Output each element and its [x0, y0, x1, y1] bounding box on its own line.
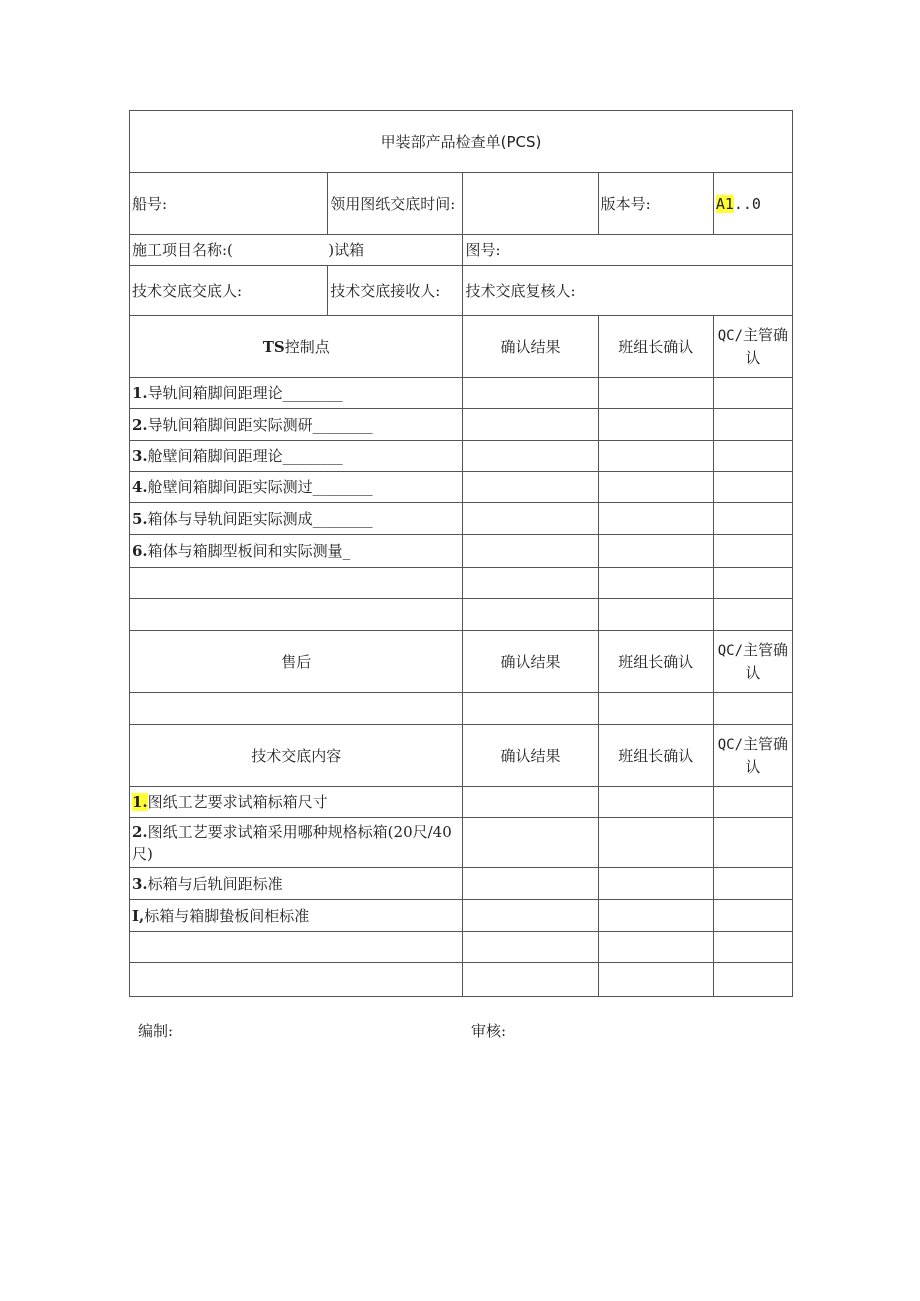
tech-empty-row-1 — [130, 932, 793, 963]
ts-section-title — [130, 316, 463, 378]
ship-no-label: 船号: — [130, 173, 328, 235]
tech-item-4-result[interactable] — [463, 900, 598, 932]
tech-item-row-4 — [130, 900, 793, 932]
tech-item-3 — [130, 868, 463, 900]
ts-item-1-qc[interactable] — [713, 378, 792, 409]
ts-item-1-leader[interactable] — [598, 378, 713, 409]
tech-item-row-1 — [130, 787, 793, 818]
tech-qc-suffix: 主管确认 — [743, 735, 789, 776]
tech-giver-label: 技术交底交底人: — [130, 266, 328, 316]
ts-qc-prefix: QC/ — [717, 328, 744, 344]
after-sales-qc-prefix: QC/ — [717, 643, 744, 659]
ts-item-6 — [130, 535, 463, 568]
ts-item-3-text: 舱壁间箱脚间距理论________ — [147, 447, 343, 465]
ts-empty-row-1 — [130, 568, 793, 599]
ts-title-bold: TS — [262, 337, 285, 356]
tech-header-row — [130, 725, 793, 787]
form-title: 甲装部产品检查单(PCS) — [130, 111, 793, 173]
tech-empty-1-qc[interactable] — [713, 932, 792, 963]
tech-item-4-text: 标箱与箱脚蛰板间柜标准 — [144, 906, 310, 925]
tech-item-4-num: I, — [132, 906, 145, 925]
ts-item-6-result[interactable] — [463, 535, 598, 568]
tech-section-title: 技术交底内容 — [130, 725, 463, 787]
version-value-highlight: A1 — [715, 194, 734, 213]
ts-item-1 — [130, 378, 463, 409]
after-sales-empty-result[interactable] — [463, 693, 598, 725]
tech-item-1-text: 图纸工艺要求试箱标箱尺寸 — [147, 793, 328, 811]
ts-item-3-num: 3. — [132, 447, 148, 465]
ts-item-5 — [130, 503, 463, 535]
project-name-label: 施工项目名称:( )试箱 — [130, 235, 463, 266]
ts-item-2-result[interactable] — [463, 409, 598, 441]
ts-item-row-1 — [130, 378, 793, 409]
after-sales-empty-item[interactable] — [130, 693, 463, 725]
tech-item-3-text: 标箱与后轨间距标准 — [147, 874, 283, 893]
ts-empty-1-leader[interactable] — [598, 568, 713, 599]
ts-item-row-4 — [130, 472, 793, 503]
tech-confirm-result-header: 确认结果 — [463, 725, 598, 787]
tech-item-row-2 — [130, 818, 793, 868]
tech-empty-1-item[interactable] — [130, 932, 463, 963]
ts-empty-2-leader[interactable] — [598, 599, 713, 631]
after-sales-empty-row — [130, 693, 793, 725]
inspection-form-table — [129, 110, 793, 997]
tech-item-4 — [130, 900, 463, 932]
ts-item-row-3 — [130, 441, 793, 472]
tech-item-1-leader[interactable] — [598, 787, 713, 818]
ts-empty-2-qc[interactable] — [713, 599, 792, 631]
ts-item-5-leader[interactable] — [598, 503, 713, 535]
tech-empty-2-leader[interactable] — [598, 963, 713, 997]
tech-item-2-leader[interactable] — [598, 818, 713, 868]
ts-item-3-leader[interactable] — [598, 441, 713, 472]
ts-qc-suffix: 主管确认 — [743, 326, 789, 367]
ts-item-6-text: 箱体与箱脚型板间和实际测量_ — [147, 542, 351, 560]
tech-empty-2-result[interactable] — [463, 963, 598, 997]
info-row-3 — [130, 266, 793, 316]
ts-item-2-leader[interactable] — [598, 409, 713, 441]
ts-item-6-leader[interactable] — [598, 535, 713, 568]
drawing-no-label: 图号: — [463, 235, 793, 266]
tech-empty-1-leader[interactable] — [598, 932, 713, 963]
tech-team-leader-header: 班组长确认 — [598, 725, 713, 787]
tech-item-3-num: 3. — [132, 874, 148, 893]
ts-item-5-text: 箱体与导轨间距实际测成________ — [147, 509, 373, 528]
title-row — [130, 111, 793, 173]
ts-item-2 — [130, 409, 463, 441]
ts-item-row-2 — [130, 409, 793, 441]
ts-item-4-result[interactable] — [463, 472, 598, 503]
ts-qc-header — [713, 316, 792, 378]
tech-empty-2-item[interactable] — [130, 963, 463, 997]
tech-item-2-num: 2. — [132, 822, 148, 841]
ts-title-rest: 控制点 — [284, 337, 330, 356]
compiled-by-label: 编制: — [138, 1022, 174, 1040]
tech-qc-header — [713, 725, 792, 787]
ts-item-2-num: 2. — [132, 415, 148, 434]
tech-empty-2-qc[interactable] — [713, 963, 792, 997]
tech-item-1-num: 1. — [132, 793, 148, 811]
tech-qc-prefix: QC/ — [717, 737, 744, 753]
reviewed-by-label: 审核: — [471, 1022, 507, 1040]
ts-item-2-text: 导轨间箱脚间距实际测研________ — [147, 415, 373, 434]
ts-item-6-num: 6. — [132, 542, 148, 560]
after-sales-empty-qc[interactable] — [713, 693, 792, 725]
tech-item-4-leader[interactable] — [598, 900, 713, 932]
tech-item-1 — [130, 787, 463, 818]
tech-receiver-label: 技术交底接收人: — [328, 266, 463, 316]
ts-empty-2-result[interactable] — [463, 599, 598, 631]
version-value — [713, 173, 792, 235]
info-row-1 — [130, 173, 793, 235]
ts-item-5-num: 5. — [132, 509, 148, 528]
drawing-time-value[interactable] — [463, 173, 598, 235]
ts-empty-1-qc[interactable] — [713, 568, 792, 599]
ts-empty-1-result[interactable] — [463, 568, 598, 599]
ts-header-row — [130, 316, 793, 378]
ts-item-1-result[interactable] — [463, 378, 598, 409]
after-sales-team-leader-header: 班组长确认 — [598, 631, 713, 693]
tech-item-3-result[interactable] — [463, 868, 598, 900]
ts-item-1-num: 1. — [132, 384, 148, 402]
drawing-time-label: 领用图纸交底时间: — [328, 173, 463, 235]
after-sales-qc-header — [713, 631, 792, 693]
tech-item-row-3 — [130, 868, 793, 900]
tech-item-2-result[interactable] — [463, 818, 598, 868]
ts-item-3 — [130, 441, 463, 472]
ts-item-4-num: 4. — [132, 478, 148, 496]
ts-item-4-qc[interactable] — [713, 472, 792, 503]
after-sales-qc-suffix: 主管确认 — [743, 641, 789, 682]
version-label: 版本号: — [598, 173, 713, 235]
after-sales-title: 售后 — [130, 631, 463, 693]
tech-empty-1-result[interactable] — [463, 932, 598, 963]
ts-empty-2-item[interactable] — [130, 599, 463, 631]
tech-item-3-qc[interactable] — [713, 868, 792, 900]
tech-item-2-qc[interactable] — [713, 818, 792, 868]
ts-item-row-5 — [130, 503, 793, 535]
ts-team-leader-header: 班组长确认 — [598, 316, 713, 378]
ts-item-6-qc[interactable] — [713, 535, 792, 568]
ts-item-5-result[interactable] — [463, 503, 598, 535]
after-sales-empty-leader[interactable] — [598, 693, 713, 725]
ts-item-row-6 — [130, 535, 793, 568]
ts-empty-1-item[interactable] — [130, 568, 463, 599]
version-value-rest: ..0 — [733, 194, 761, 213]
tech-empty-row-2 — [130, 963, 793, 997]
ts-item-3-qc[interactable] — [713, 441, 792, 472]
ts-item-4-text: 舱壁间箱脚间距实际测过________ — [147, 478, 373, 496]
ts-item-1-text: 导轨间箱脚间距理论________ — [147, 384, 343, 402]
after-sales-header-row — [130, 631, 793, 693]
ts-confirm-result-header: 确认结果 — [463, 316, 598, 378]
info-row-2 — [130, 235, 793, 266]
ts-item-2-qc[interactable] — [713, 409, 792, 441]
tech-item-1-result[interactable] — [463, 787, 598, 818]
ts-item-4-leader[interactable] — [598, 472, 713, 503]
tech-item-1-qc[interactable] — [713, 787, 792, 818]
tech-item-2-text: 图纸工艺要求试箱采用哪种规格标箱(20尺/40尺) — [132, 822, 452, 863]
ts-item-5-qc[interactable] — [713, 503, 792, 535]
tech-item-4-qc[interactable] — [713, 900, 792, 932]
ts-item-3-result[interactable] — [463, 441, 598, 472]
tech-item-2 — [130, 818, 463, 868]
ts-item-4 — [130, 472, 463, 503]
tech-reviewer-label: 技术交底复核人: — [463, 266, 793, 316]
after-sales-confirm-result-header: 确认结果 — [463, 631, 598, 693]
ts-empty-row-2 — [130, 599, 793, 631]
tech-item-3-leader[interactable] — [598, 868, 713, 900]
